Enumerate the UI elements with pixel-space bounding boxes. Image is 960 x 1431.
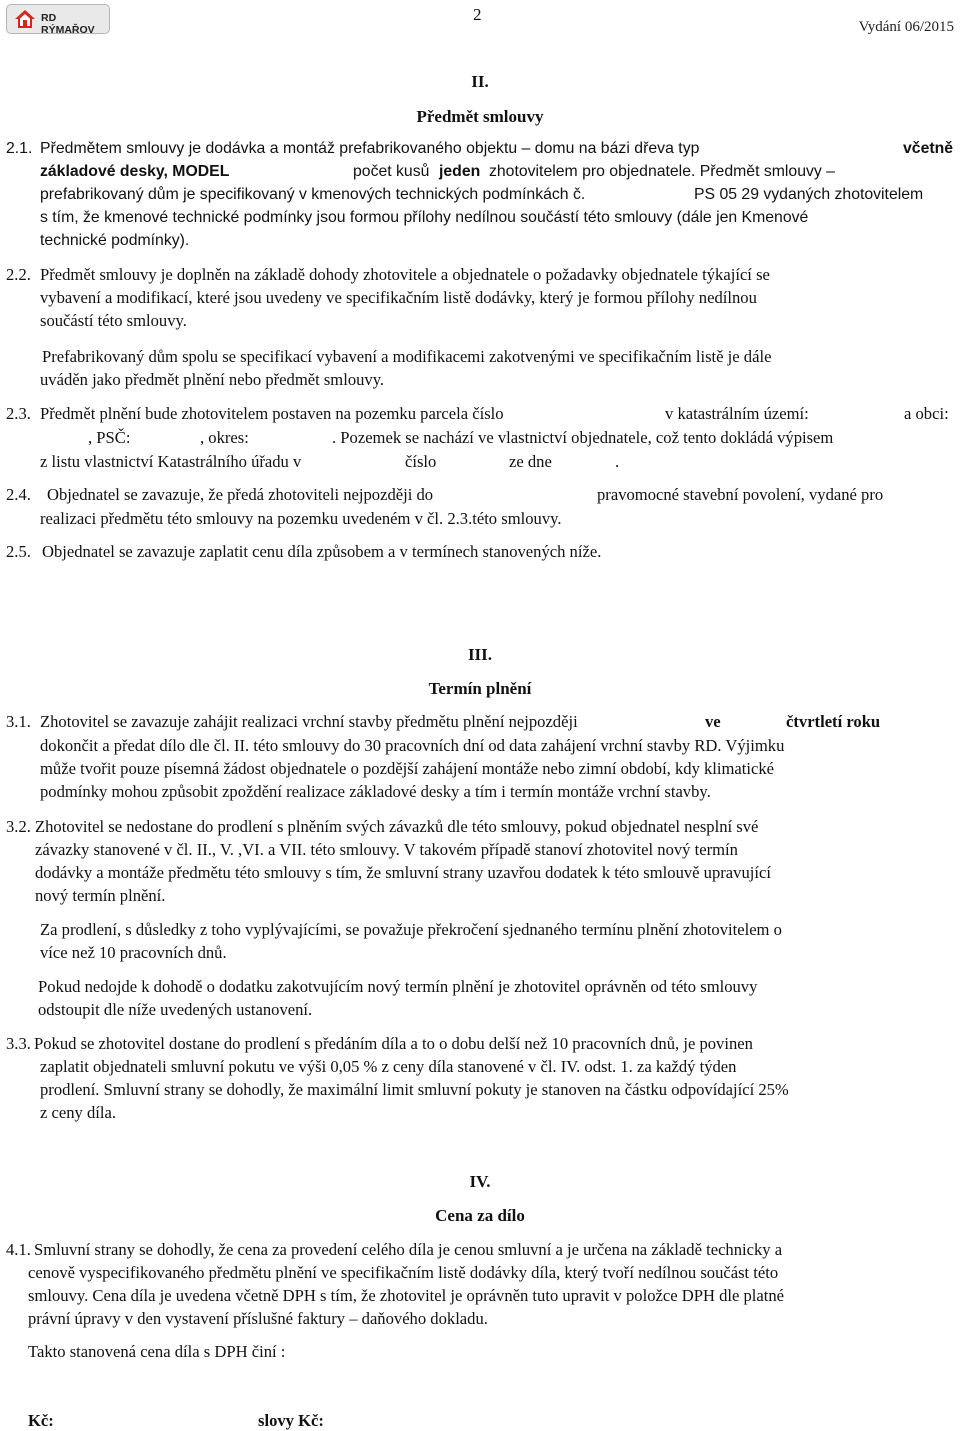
text-line: číslo	[405, 452, 437, 471]
section-3-number: III.	[467, 645, 493, 664]
text-line: jeden	[439, 163, 481, 180]
text-line: Objednatel se zavazuje zaplatit cenu díla způsobem a v termínech stanovených níže.	[42, 542, 602, 561]
text-line: zhotovitelem pro objednatele. Předmět smlouvy –	[489, 163, 835, 180]
section-4-title: Cena za dílo	[435, 1206, 525, 1225]
page-number: 2	[473, 5, 482, 24]
text-line: ve	[705, 712, 721, 731]
text-line: prefabrikovaný dům je specifikovaný v kmenových technických podmínkách č.	[40, 186, 586, 203]
company-logo	[6, 4, 110, 34]
text-line: podmínky mohou způsobit zpoždění realizace základové desky a tím i termín montáže vrchní stavby.	[40, 782, 711, 801]
paragraph-number: 2.5.	[6, 542, 31, 561]
text-line: čtvrtletí roku	[786, 712, 881, 731]
paragraph-number: 2.1.	[6, 140, 33, 157]
text-line: zaplatit objednateli smluvní pokutu ve výši 0,05 % z ceny díla stanovené v čl. IV. odst. 1. za každý týden	[40, 1057, 737, 1076]
text-line: a obci:	[904, 404, 949, 423]
text-line: Předmět smlouvy je doplněn na základě dohody zhotovitele a objednatele o požadavky objednatele týkající se	[40, 265, 770, 284]
text-line: základové desky, MODEL	[40, 163, 230, 180]
text-line: v katastrálním území:	[665, 404, 809, 423]
text-line: z listu vlastnictví Katastrálního úřadu v	[40, 452, 302, 471]
text-line: Zhotovitel se nedostane do prodlení s plněním svých závazků dle této smlouvy, pokud objednatel nesplní své	[35, 817, 759, 836]
text-line: včetně	[903, 140, 954, 157]
text-line: počet kusů	[353, 163, 430, 180]
text-line: s tím, že kmenové technické podmínky jsou formou přílohy nedílnou součástí této smlouvy (dále jen Kmenové	[40, 209, 809, 226]
text-line: Za prodlení, s důsledky z toho vyplývajícími, se považuje překročení sjednaného termínu plnění zhotovitelem o	[40, 920, 782, 939]
text-line: více než 10 pracovních dnů.	[40, 943, 227, 962]
text-line: .	[615, 452, 620, 471]
text-line: Pokud se zhotovitel dostane do prodlení s předáním díla a to o dobu delší než 10 pracovních dnů, je povinen	[34, 1034, 753, 1053]
price-kc-label: Kč:	[28, 1411, 54, 1430]
paragraph-number: 3.1.	[6, 712, 31, 731]
text-line: Takto stanovená cena díla s DPH činí :	[28, 1342, 286, 1361]
edition-label: Vydání 06/2015	[858, 19, 954, 35]
text-line: z ceny díla.	[40, 1103, 117, 1122]
paragraph-number: 4.1.	[6, 1240, 31, 1259]
text-line: cenově vyspecifikovaného předmětu plnění ve specifikačním listě dodávky díla, který tvoří nedílnou součást této	[28, 1263, 779, 1282]
section-2-number: II.	[471, 72, 489, 91]
text-line: pravomocné stavební povolení, vydané pro	[597, 485, 884, 504]
text-line: vybavení a modifikací, které jsou uvedeny ve specifikačním listě dodávky, který je formou přílohy nedílnou	[40, 288, 757, 307]
text-line: Zhotovitel se zavazuje zahájit realizaci vrchní stavby předmětu plnění nejpozději	[40, 712, 578, 731]
text-line: realizaci předmětu této smlouvy na pozemku uvedeném v čl. 2.3.této smlouvy.	[40, 509, 562, 528]
text-line: , okres:	[200, 428, 249, 447]
text-line: dodávky a montáže předmětu této smlouvy s tím, že smluvní strany uzavřou dodatek k této smlouvě upravující	[35, 863, 771, 882]
text-line: uváděn jako předmět plnění nebo předmět smlouvy.	[40, 370, 385, 389]
section-4-number: IV.	[469, 1172, 491, 1191]
text-line: Předmětem smlouvy je dodávka a montáž prefabrikovaného objektu – domu na bázi dřeva typ	[40, 140, 700, 157]
price-words-label: slovy Kč:	[258, 1411, 324, 1430]
paragraph-number: 3.3.	[6, 1034, 31, 1053]
text-line: součástí této smlouvy.	[40, 311, 187, 330]
section-3-title: Termín plnění	[428, 679, 532, 698]
text-line: . Pozemek se nachází ve vlastnictví objednatele, což tento dokládá výpisem	[332, 428, 834, 447]
text-line: Pokud nedojde k dohodě o dodatku zakotvujícím nový termín plnění je zhotovitel oprávněn od této smlouvy	[38, 977, 758, 996]
text-line: ze dne	[509, 452, 552, 471]
logo-text: RD RÝMAŘOV	[41, 12, 95, 36]
section-2-title: Předmět smlouvy	[416, 107, 544, 126]
text-line: závazky stanovené v čl. II., V. ,VI. a VII. této smlouvy. V takovém případě stanoví zhotovitel nový termín	[35, 840, 738, 859]
text-line: prodlení. Smluvní strany se dohodly, že maximální limit smluvní pokuty je stanoven na částku odpovídající 25%	[40, 1080, 789, 1099]
text-line: PS 05 29 vydaných zhotovitelem	[694, 186, 924, 203]
text-line: Prefabrikovaný dům spolu se specifikací vybavení a modifikacemi zakotvenými ve specifikačním listě je dále	[42, 347, 772, 366]
text-line: Předmět plnění bude zhotovitelem postaven na pozemku parcela číslo	[40, 404, 504, 423]
text-line: může tvořit pouze písemná žádost objednatele o pozdější zahájení montáže nebo zimní období, kdy klimatické	[40, 759, 775, 778]
text-line: technické podmínky).	[40, 232, 190, 249]
text-line: nový termín plnění.	[35, 886, 166, 905]
text-line: dokončit a předat dílo dle čl. II. této smlouvy do 30 pracovních dní od data zahájení vrchní stavby RD. Výjimku	[40, 736, 785, 755]
paragraph-number: 2.2.	[6, 265, 31, 284]
paragraph-number: 2.4.	[6, 485, 31, 504]
house-logo-icon	[14, 9, 36, 29]
text-line: právní úpravy v den vystavení příslušné faktury – daňového dokladu.	[28, 1309, 488, 1328]
text-line: Objednatel se zavazuje, že předá zhotoviteli nejpozději do	[47, 485, 434, 504]
text-line: , PSČ:	[88, 428, 131, 447]
text-line: Smluvní strany se dohodly, že cena za provedení celého díla je cenou smluvní a je určena na základě technicky a	[34, 1240, 783, 1259]
paragraph-number: 3.2.	[6, 817, 31, 836]
text-line: smlouvy. Cena díla je uvedena včetně DPH s tím, že zhotovitel je oprávněn tuto upravit v položce DPH dle platné	[28, 1286, 785, 1305]
paragraph-number: 2.3.	[6, 404, 31, 423]
text-line: odstoupit dle níže uvedených ustanovení.	[38, 1000, 313, 1019]
